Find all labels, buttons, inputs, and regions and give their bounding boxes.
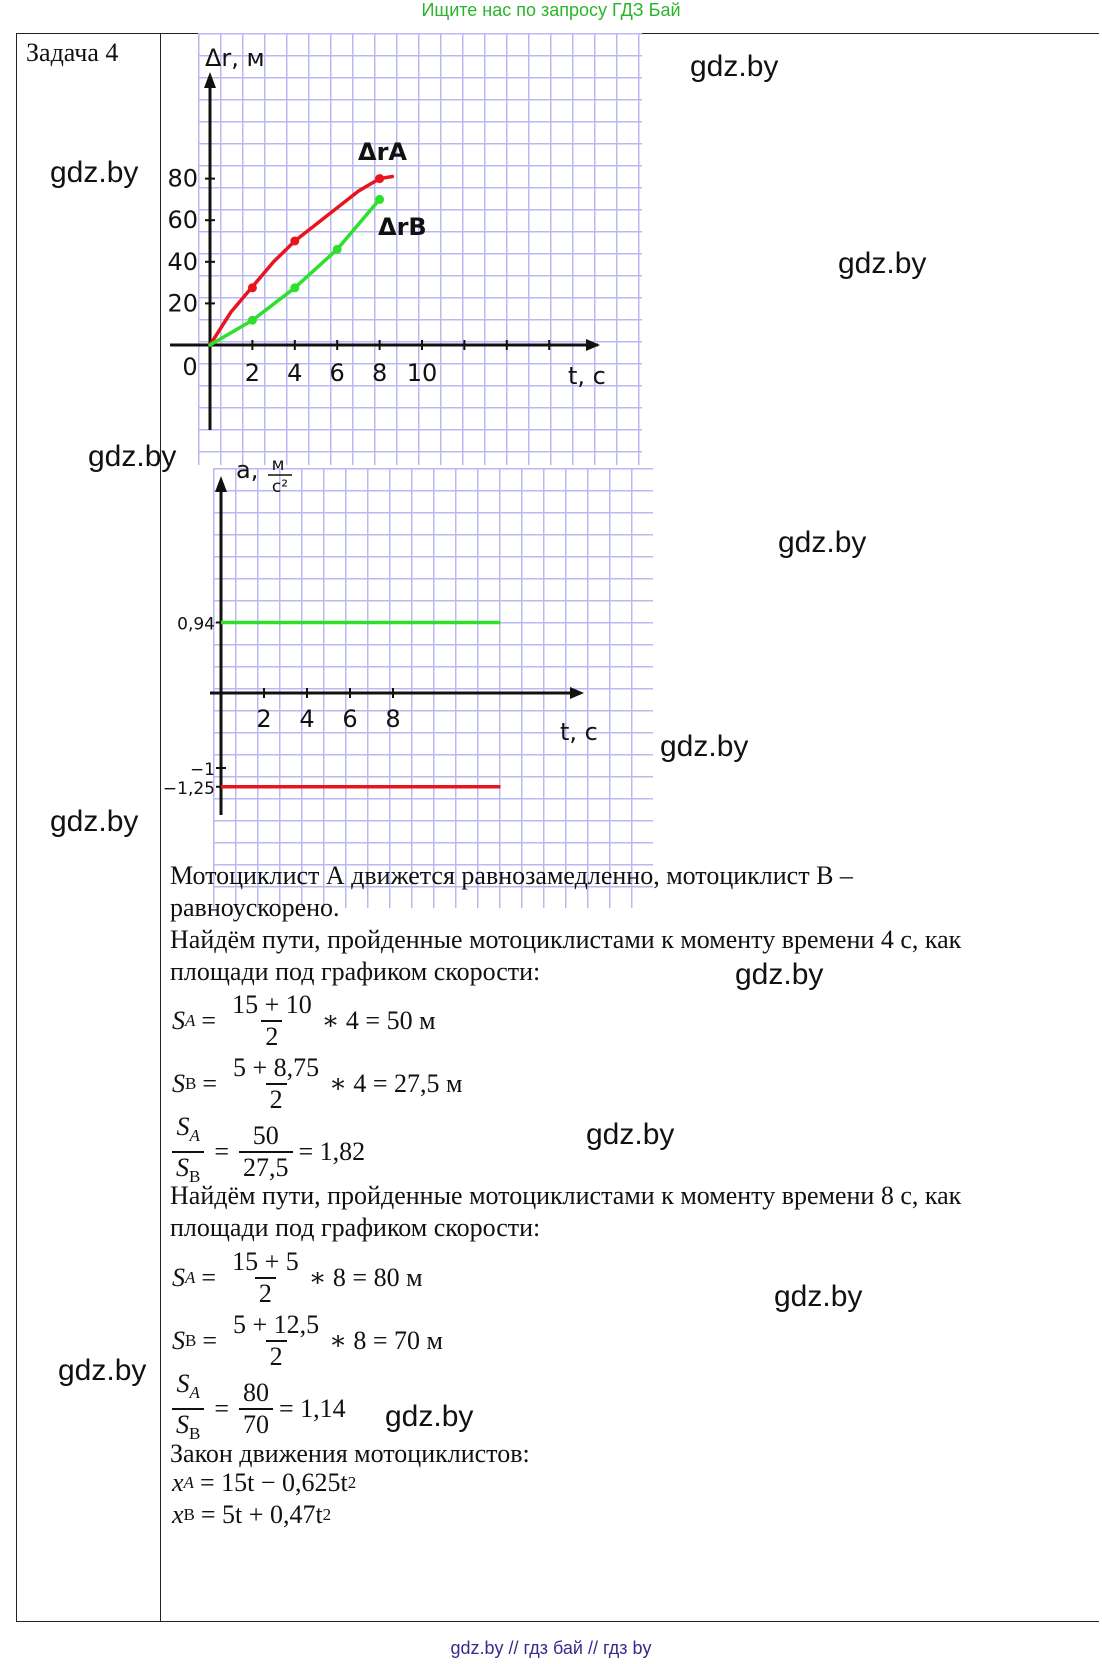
watermark: gdz.by [586, 1118, 675, 1151]
watermark: gdz.by [50, 805, 139, 838]
watermark: gdz.by [690, 50, 779, 83]
task-label: Задача 4 [26, 38, 119, 67]
text-line: Закон движения мотоциклистов: [170, 1439, 530, 1468]
text-line: Найдём пути, пройденные мотоциклистами к моменту времени 4 с, как [170, 925, 962, 954]
motion-law-a: x A = 15t − 0,625t 2 [172, 1468, 357, 1497]
equation-sa-8s: S A = $\frac{15 + 5}{2}$ ∗ 8 = 80 м [172, 1247, 423, 1308]
y-tick-label: 80 [167, 164, 198, 193]
x-tick-label: 8 [371, 359, 388, 387]
text-line: равноускорено. [170, 893, 340, 922]
x-tick-label: 2 [256, 705, 272, 733]
y-tick-label: 0,94 [177, 614, 215, 635]
top-search-hint[interactable]: Ищите нас по запросу ГДЗ Бай [421, 0, 681, 20]
equation-sb-8s: S B = $\frac{5 + 12,5}{2}$ ∗ 8 = 70 м [172, 1310, 443, 1371]
x-tick-label: 10 [406, 359, 438, 387]
y-axis-unit-numerator: м [271, 455, 285, 475]
y-tick-label: −1 [189, 760, 215, 780]
watermark: gdz.by [58, 1354, 147, 1387]
solution-paragraph [170, 1180, 1090, 1244]
equation-ratio-8s: $\frac{S_A}{S_B}$ = $\frac{80}{70}$ = 1,14 [172, 1369, 346, 1449]
y-tick-label: 20 [167, 289, 198, 318]
y-axis-label: a, [236, 456, 259, 484]
x-tick-label: 8 [385, 705, 401, 733]
watermark: gdz.by [50, 156, 139, 189]
equation-sb-4s: S B = $\frac{5 + 8,75}{2}$ ∗ 4 = 27,5 м [172, 1053, 463, 1114]
x-tick-label: 6 [329, 359, 345, 387]
y-tick-label: 60 [167, 206, 198, 235]
solution-paragraph [170, 860, 1090, 988]
x-axis-label: t, с [568, 362, 606, 390]
x-tick-label: 2 [244, 359, 261, 387]
x-axis-arrow-icon [570, 687, 584, 699]
text-line: Мотоциклист А движется равнозамедленно, мотоциклист В – [170, 861, 853, 890]
watermark: gdz.by [774, 1280, 863, 1313]
motion-law-b: x B = 5t + 0,47t 2 [172, 1500, 332, 1529]
y-tick-label: 40 [167, 247, 198, 276]
y-tick-label: −1,25 [162, 778, 215, 799]
series-label-b: ΔrB [378, 213, 427, 241]
y-axis-label: Δr, м [205, 44, 265, 72]
watermark: gdz.by [88, 440, 177, 473]
x-tick-label: 4 [287, 359, 303, 387]
x-axis-label: t, с [560, 718, 598, 746]
watermark: gdz.by [735, 958, 824, 991]
origin-label: 0 [182, 353, 198, 381]
equation-sa-4s: S A = $\frac{15 + 10}{2}$ ∗ 4 = 50 м [172, 990, 436, 1051]
watermark: gdz.by [385, 1400, 474, 1433]
text-line: Найдём пути, пройденные мотоциклистами к моменту времени 8 с, как [170, 1181, 962, 1210]
text-line: площади под графиком скорости: [170, 1213, 541, 1242]
x-tick-label: 6 [342, 705, 358, 733]
footer-links[interactable]: gdz.by // гдз бай // гдз by [450, 1638, 652, 1658]
solution-paragraph [170, 1438, 1090, 1470]
watermark: gdz.by [778, 526, 867, 559]
watermark: gdz.by [660, 730, 749, 763]
y-axis-arrow-icon [215, 476, 227, 492]
equation-ratio-4s: $\frac{S_A}{S_B}$ = $\frac{50}{27,5}$ = 1,82 [172, 1112, 365, 1192]
text-line: площади под графиком скорости: [170, 957, 541, 986]
y-axis-unit-denominator: с² [271, 477, 289, 497]
series-label-a: ΔrA [358, 138, 407, 166]
x-tick-label: 4 [299, 705, 315, 733]
watermark: gdz.by [838, 247, 927, 280]
